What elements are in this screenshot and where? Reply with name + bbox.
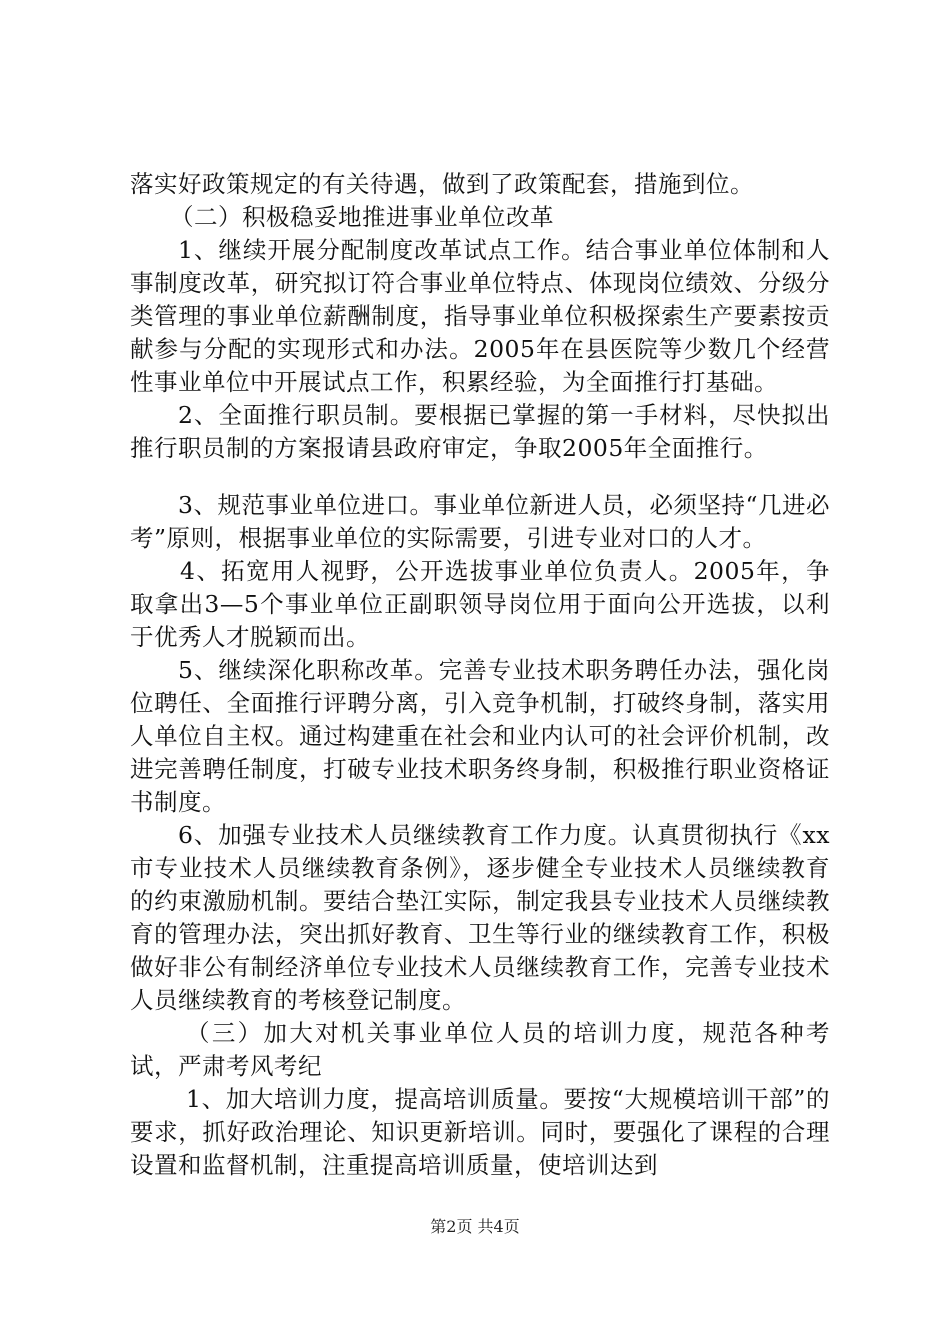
paragraph: 2、全面推行职员制。要根据已掌握的第一手材料，尽快拟出推行职员制的方案报请县政府审定，争取2005年全面推行。 bbox=[130, 401, 830, 462]
paragraph: 1、加大培训力度，提高培训质量。要按“大规模培训干部”的要求，抓好政治理论、知识更新培训。同时，要强化了课程的合理设置和监督机制，注重提高培训质量，使培训达到 bbox=[130, 1085, 830, 1179]
document-body bbox=[130, 168, 830, 1182]
paragraph: 落实好政策规定的有关待遇，做到了政策配套，措施到位。 bbox=[130, 170, 754, 198]
section-heading: （三）加大对机关事业单位人员的培训力度，规范各种考试，严肃考风考纪 bbox=[130, 1019, 830, 1080]
paragraph: 6、加强专业技术人员继续教育工作力度。认真贯彻执行《xx市专业技术人员继续教育条例》，逐步健全专业技术人员继续教育的约束激励机制。要结合垫江实际，制定我县专业技术人员继续教育的管理办法，突出抓好教育、卫生等行业的继续教育工作，积极做好非公有制经济单位专业技术人员继续教育工作，完善专业技术人员继续教育的考核登记制度。 bbox=[130, 821, 830, 1014]
paragraph: 3、规范事业单位进口。事业单位新进人员，必须坚持“几进必考”原则，根据事业单位的实际需要，引进专业对口的人才。 bbox=[130, 491, 830, 552]
paragraph: 4、拓宽用人视野，公开选拔事业单位负责人。2005年，争取拿出3—5个事业单位正副职领导岗位用于面向公开选拔，以利于优秀人才脱颖而出。 bbox=[130, 557, 830, 651]
section-heading: （二）积极稳妥地推进事业单位改革 bbox=[170, 203, 554, 231]
paragraph: 1、继续开展分配制度改革试点工作。结合事业单位体制和人事制度改革，研究拟订符合事业单位特点、体现岗位绩效、分级分类管理的事业单位薪酬制度，指导事业单位积极探索生产要素按贡献参与分配的实现形式和办法。2005年在县医院等少数几个经营性事业单位中开展试点工作，积累经验，为全面推行打基础。 bbox=[130, 236, 830, 396]
paragraph: 5、继续深化职称改革。完善专业技术职务聘任办法，强化岗位聘任、全面推行评聘分离，引入竞争机制，打破终身制，落实用人单位自主权。通过构建重在社会和业内认可的社会评价机制，改进完善聘任制度，打破专业技术职务终身制，积极推行职业资格证书制度。 bbox=[130, 656, 830, 816]
page-footer: 第2页 共4页 bbox=[430, 1217, 520, 1236]
